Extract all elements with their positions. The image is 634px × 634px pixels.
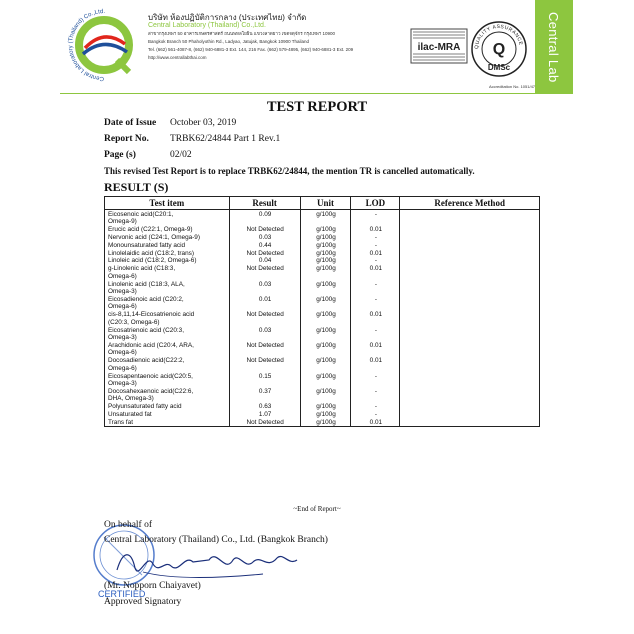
page-label: Page (s) (104, 150, 136, 160)
svg-text:CERTIFIED: CERTIFIED (98, 589, 146, 599)
table-row (105, 372, 540, 387)
cell-lod: - (351, 411, 400, 419)
side-tab-label: Central Lab (546, 12, 561, 83)
test-item-line: DHA, Omega-3) (108, 395, 154, 403)
cell-result: 0.03 (229, 233, 300, 241)
cell-reference-method (400, 311, 540, 326)
address-line: Tel. (662) 561-4087-8, (662) 940-6881-3 Ext. 144, 216 Fax. (662) 579-4895, (662) 940-6881-3 Ext. 209 (148, 47, 354, 52)
test-item-line: Eicosenoic acid(C20:1, (108, 210, 174, 218)
test-item-line: cis-8,11,14-Eicosatrienoic acid (108, 311, 195, 319)
cell-result: 0.44 (229, 241, 300, 249)
test-item-line: Omega-3) (108, 288, 137, 296)
cell-result: 0.09 (229, 210, 300, 226)
website-link[interactable]: http://www.centrallabthai.com (148, 55, 207, 60)
cell-unit: g/100g (300, 387, 351, 402)
cell-result: Not Detected (229, 311, 300, 326)
svg-text:Central Laboratory (Thailand): Central Laboratory (Thailand) Co.,Ltd. (68, 8, 106, 82)
col-header-unit: Unit (300, 197, 351, 210)
cell-result: Not Detected (229, 249, 300, 257)
cell-result: 0.01 (229, 295, 300, 310)
cell-lod: 0.01 (351, 249, 400, 257)
cell-lod: 0.01 (351, 357, 400, 372)
dmsc-seal (470, 20, 528, 78)
cell-test-item (105, 295, 230, 310)
table-row (105, 241, 540, 249)
table-row (105, 411, 540, 419)
ilac-mra-mark (410, 28, 468, 64)
svg-text:ilac-MRA: ilac-MRA (417, 42, 461, 53)
cell-test-item (105, 387, 230, 402)
cell-result: Not Detected (229, 225, 300, 233)
report-no-label: Report No. (104, 134, 149, 144)
cell-unit: g/100g (300, 403, 351, 411)
cell-unit: g/100g (300, 418, 351, 426)
test-item-line: Eicosapentaenoic acid(C20:5, (108, 372, 193, 380)
col-header-reference-method: Reference Method (400, 197, 540, 210)
col-header-test-item: Test item (105, 197, 230, 210)
cell-reference-method (400, 326, 540, 341)
cell-result: Not Detected (229, 357, 300, 372)
cell-lod: 0.01 (351, 341, 400, 356)
cell-reference-method (400, 295, 540, 310)
cell-unit: g/100g (300, 326, 351, 341)
test-item-line: Nervonic acid (C24:1, Omega-9) (108, 233, 200, 241)
cell-test-item (105, 249, 230, 257)
table-row (105, 341, 540, 356)
col-header-lod: LOD (351, 197, 400, 210)
cell-result: Not Detected (229, 341, 300, 356)
cell-reference-method (400, 341, 540, 356)
test-item-line: Linolelaidic acid (C18:2, trans) (108, 249, 194, 257)
cell-reference-method (400, 225, 540, 233)
test-item-line: Eicosadienoic acid (C20:2, (108, 295, 184, 303)
company-header (148, 14, 353, 62)
date-of-issue-row (104, 118, 236, 128)
cell-result: 0.37 (229, 387, 300, 402)
cell-test-item (105, 225, 230, 233)
svg-text:Q: Q (492, 41, 506, 58)
cell-result: 0.03 (229, 280, 300, 295)
cell-unit: g/100g (300, 311, 351, 326)
test-item-line: Linoleic acid (C18:2, Omega-6) (108, 257, 197, 265)
cell-test-item (105, 233, 230, 241)
cell-lod: 0.01 (351, 418, 400, 426)
results-table (104, 196, 540, 427)
header-divider (60, 93, 573, 94)
company-english-name: Central Laboratory (Thailand) Co.,Ltd. (148, 22, 266, 29)
address-line: Bangkok Branch 50 Phaholyothin Rd., Ladyao, Jatujak, Bangkok 10900 Thailand (148, 39, 310, 44)
test-item-line: Omega-6) (108, 349, 137, 357)
cell-test-item (105, 403, 230, 411)
cell-result: Not Detected (229, 418, 300, 426)
cell-test-item (105, 357, 230, 372)
cell-reference-method (400, 387, 540, 402)
cell-lod: - (351, 387, 400, 402)
page-title: TEST REPORT (266, 99, 368, 115)
page-row (104, 150, 192, 160)
report-no-value: TRBK62/24844 Part 1 Rev.1 (170, 134, 281, 144)
test-item-line: Unsaturated fat (108, 411, 152, 419)
cell-reference-method (400, 249, 540, 257)
cell-reference-method (400, 257, 540, 265)
table-row (105, 418, 540, 426)
cell-result: 0.03 (229, 326, 300, 341)
cell-test-item (105, 326, 230, 341)
cell-test-item (105, 257, 230, 265)
cell-test-item (105, 241, 230, 249)
cell-test-item (105, 280, 230, 295)
on-behalf-of: On behalf of (104, 520, 153, 530)
cell-test-item (105, 372, 230, 387)
signatory-name: (Mr. Nopporn Chaiyavet) (104, 581, 201, 591)
table-row (105, 280, 540, 295)
table-row (105, 249, 540, 257)
cell-lod: 0.01 (351, 265, 400, 280)
table-row (105, 311, 540, 326)
test-item-line: Eicosatrienoic acid (C20:3, (108, 326, 185, 334)
test-item-line: g-Linolenic acid (C18:3, (108, 265, 176, 273)
central-lab-tab (535, 0, 573, 93)
table-row (105, 387, 540, 402)
test-item-line: Omega-6) (108, 272, 137, 280)
cell-reference-method (400, 372, 540, 387)
cell-lod: - (351, 295, 400, 310)
table-row (105, 233, 540, 241)
end-of-report: ~End of Report~ (293, 505, 341, 513)
test-item-line: Docosahexaenoic acid(C22:6, (108, 387, 194, 395)
results-heading: RESULT (S) (104, 180, 169, 194)
cell-unit: g/100g (300, 257, 351, 265)
cell-unit: g/100g (300, 225, 351, 233)
test-item-line: Docosadienoic acid(C22:2, (108, 357, 185, 365)
cell-reference-method (400, 418, 540, 426)
cell-unit: g/100g (300, 249, 351, 257)
cell-unit: g/100g (300, 241, 351, 249)
cell-lod: 0.01 (351, 311, 400, 326)
cell-lod: - (351, 280, 400, 295)
cell-reference-method (400, 411, 540, 419)
test-item-line: Trans fat (108, 418, 133, 426)
test-item-line: Omega-9) (108, 217, 137, 225)
test-item-line: Omega-3) (108, 379, 137, 387)
test-item-line: Monounsaturated fatty acid (108, 241, 186, 249)
signatory-title: Approved Signatory (104, 597, 182, 607)
cell-test-item (105, 341, 230, 356)
central-lab-logo (67, 8, 141, 82)
cell-reference-method (400, 210, 540, 226)
cell-reference-method (400, 265, 540, 280)
cell-unit: g/100g (300, 210, 351, 226)
cell-unit: g/100g (300, 357, 351, 372)
cell-reference-method (400, 233, 540, 241)
cell-result: 0.15 (229, 372, 300, 387)
table-row (105, 326, 540, 341)
date-value: October 03, 2019 (170, 118, 237, 128)
cell-lod: 0.01 (351, 225, 400, 233)
test-item-line: Linolenic acid (C18:3, ALA, (108, 280, 185, 288)
table-row (105, 357, 540, 372)
cell-test-item (105, 210, 230, 226)
table-row (105, 210, 540, 226)
col-header-result: Result (229, 197, 300, 210)
address-line: สาขากรุงเทพฯ 50 อาคารเกษตรศาสตร์ ถนนพหลโยธิน แขวงลาดยาว เขตจตุจักร กรุงเทพฯ 10900 (148, 31, 335, 36)
cell-test-item (105, 418, 230, 426)
cell-result: Not Detected (229, 265, 300, 280)
cell-unit: g/100g (300, 341, 351, 356)
cell-unit: g/100g (300, 233, 351, 241)
test-item-line: Omega-3) (108, 334, 137, 341)
report-no-row (104, 134, 280, 144)
test-item-line: Omega-6) (108, 303, 137, 311)
company-thai-name: บริษัท ห้องปฏิบัติการกลาง (ประเทศไทย) จำกัด (148, 13, 307, 22)
test-item-line: Erucic acid (C22:1, Omega-9) (108, 225, 193, 233)
table-row (105, 295, 540, 310)
cell-unit: g/100g (300, 265, 351, 280)
test-item-line: (C20:3, Omega-6) (108, 318, 160, 326)
cell-result: 0.04 (229, 257, 300, 265)
cell-unit: g/100g (300, 280, 351, 295)
table-row (105, 225, 540, 233)
test-item-line: Arachidonic acid (C20:4, ARA, (108, 341, 194, 349)
cell-lod: - (351, 257, 400, 265)
table-row (105, 403, 540, 411)
cell-test-item (105, 265, 230, 280)
cell-reference-method (400, 357, 540, 372)
svg-text:DMSc: DMSc (487, 63, 511, 72)
date-label: Date of Issue (104, 118, 157, 128)
cell-test-item (105, 311, 230, 326)
table-row (105, 257, 540, 265)
cell-unit: g/100g (300, 372, 351, 387)
cell-lod: - (351, 210, 400, 226)
cell-lod: - (351, 326, 400, 341)
revision-notice: This revised Test Report is to replace TRBK62/24844, the mention TR is cancelled automatically. (104, 166, 475, 176)
test-item-line: Polyunsaturated fatty acid (108, 403, 182, 411)
table-header-row (105, 197, 540, 210)
cell-result: 0.63 (229, 403, 300, 411)
cell-lod: - (351, 372, 400, 387)
svg-text:QUALITY ASSURANCE: QUALITY ASSURANCE (473, 23, 524, 50)
cell-result: 1.07 (229, 411, 300, 419)
page-value: 02/02 (170, 150, 192, 160)
table-row (105, 265, 540, 280)
cell-reference-method (400, 280, 540, 295)
test-item-line: Omega-6) (108, 364, 137, 372)
cell-lod: - (351, 403, 400, 411)
cell-test-item (105, 411, 230, 419)
cell-reference-method (400, 403, 540, 411)
cell-lod: - (351, 241, 400, 249)
cell-unit: g/100g (300, 295, 351, 310)
accreditation-number: Accreditation No. 1051/47 (489, 84, 536, 89)
company-signatory-line: Central Laboratory (Thailand) Co., Ltd. (Bangkok Branch) (104, 535, 328, 545)
cell-unit: g/100g (300, 411, 351, 419)
cell-lod: - (351, 233, 400, 241)
cell-reference-method (400, 241, 540, 249)
